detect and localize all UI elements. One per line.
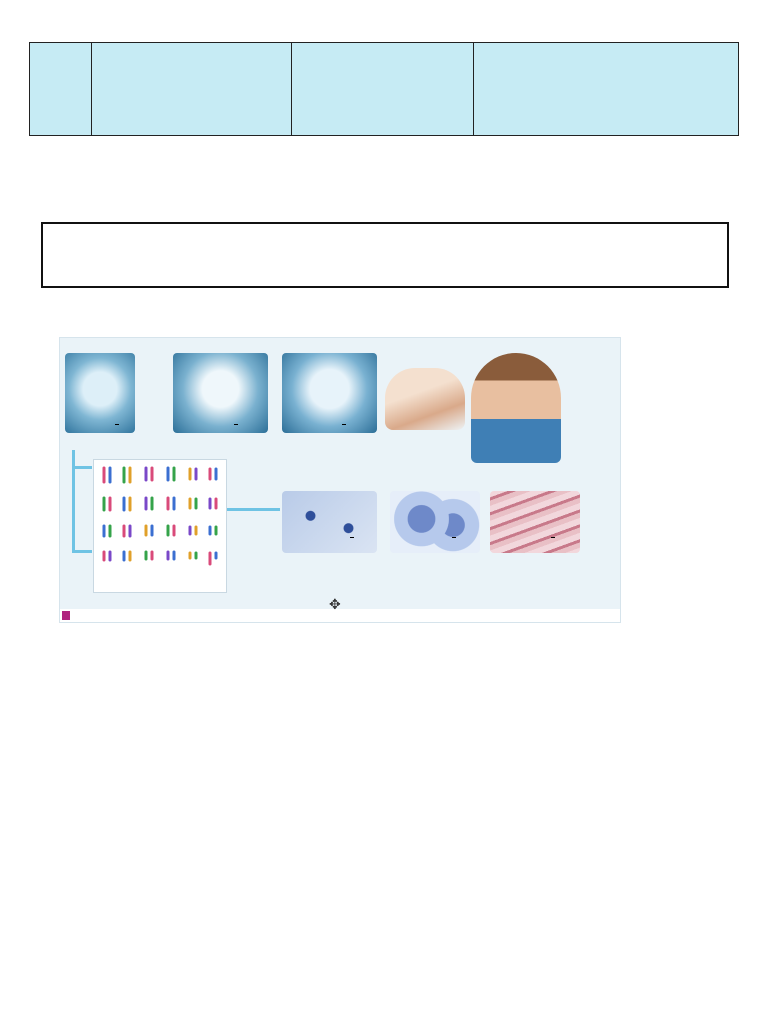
scale-bar-1 [115, 424, 119, 425]
arrow-right-bottom [72, 550, 92, 553]
header-activity-cell [474, 43, 738, 135]
teenager-image [471, 353, 561, 463]
scale-bar-2 [234, 424, 238, 425]
nerve-cells-image [282, 491, 377, 553]
header-theme-cell [92, 43, 292, 135]
karyotype-chromosomes [94, 460, 226, 592]
scale-bar-3 [342, 424, 346, 425]
scale-bar-5 [452, 537, 456, 538]
development-figure [59, 337, 621, 623]
consigne-box [41, 222, 729, 288]
arrow-right-top [72, 466, 92, 469]
scale-bar-4 [350, 537, 354, 538]
move-cursor-icon: ✥ [329, 597, 341, 613]
caption-tag-icon [62, 611, 70, 620]
baby-image [385, 368, 465, 430]
intestine-cells-image [490, 491, 580, 553]
arrow-down [72, 450, 75, 550]
header-chapter-cell [292, 43, 474, 135]
embryo-2-image [173, 353, 268, 433]
buccal-cells-image [390, 491, 480, 553]
header-subject-cell [30, 43, 92, 135]
header-table [29, 42, 739, 136]
egg-cell-image [65, 353, 135, 433]
scale-bar-6 [551, 537, 555, 538]
embryo-8-image [282, 353, 377, 433]
karyotype-panel [93, 459, 227, 593]
arrow-to-cells [225, 508, 280, 511]
